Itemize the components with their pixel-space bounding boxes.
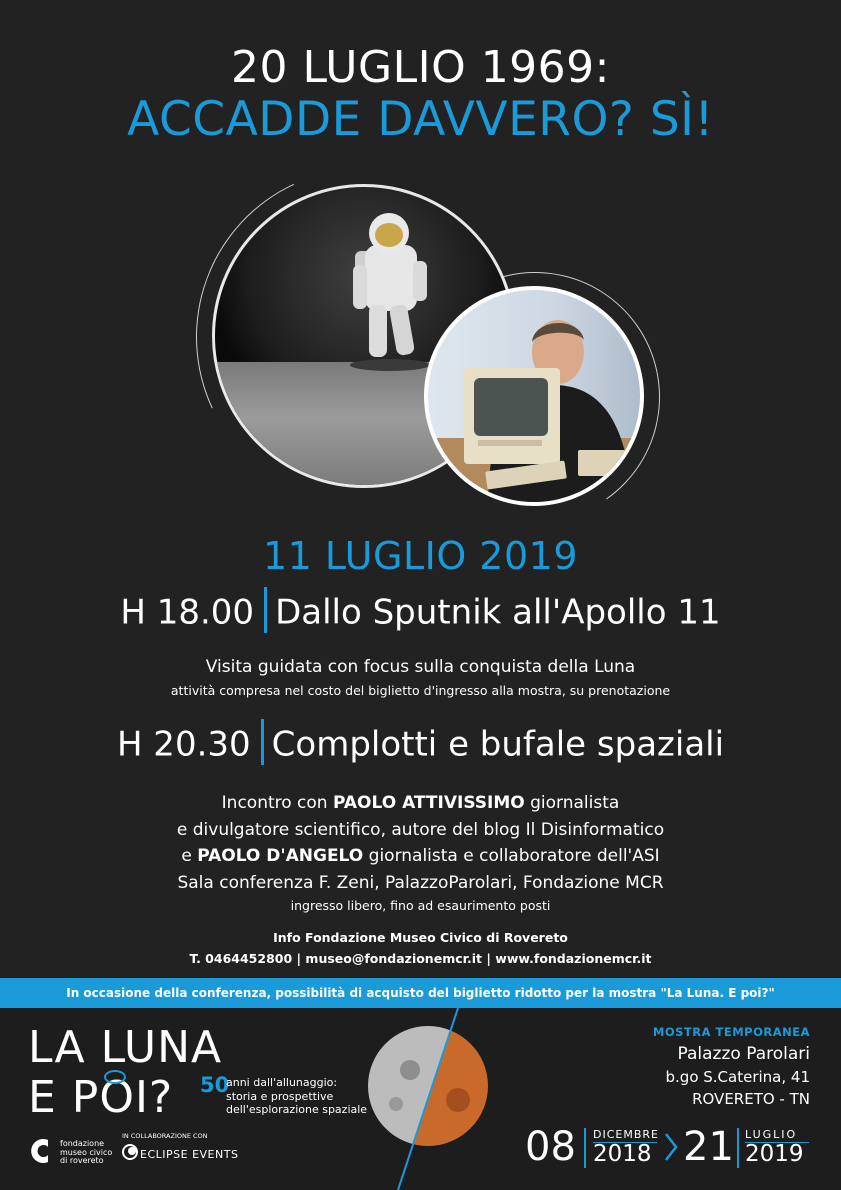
event-1-heading xyxy=(0,591,841,637)
event-2-heading xyxy=(0,723,841,769)
exhibition-subtitle: anni dall'allunaggio: storia e prospettive dell'esplorazione spaziale xyxy=(226,1076,368,1116)
event-date: 11 LUGLIO 2019 xyxy=(262,534,579,578)
person-with-computer-icon xyxy=(428,290,644,506)
moon-mars-icon xyxy=(362,1008,492,1190)
end-day: 21 xyxy=(683,1124,734,1170)
date-divider xyxy=(737,1128,739,1168)
chevron-right-icon xyxy=(664,1132,678,1162)
venue-address: b.go S.Caterina, 41 xyxy=(665,1068,810,1086)
title-line-2: ACCADDE DAVVERO? SÌ! xyxy=(127,92,714,147)
exhibition-type: MOSTRA TEMPORANEA xyxy=(652,1025,810,1039)
venue-city: ROVERETO - TN xyxy=(692,1090,810,1108)
desc-line-4: Sala conferenza F. Zeni, PalazzoParolari, Fondazione MCR xyxy=(177,872,664,893)
venue-name: Palazzo Parolari xyxy=(677,1044,810,1064)
event-1-description: Visita guidata con focus sulla conquista della Luna xyxy=(205,657,636,677)
end-year: 2019 xyxy=(745,1141,804,1167)
title-line-1: 20 LUGLIO 1969: xyxy=(230,42,610,93)
divider xyxy=(264,587,267,633)
desc-line-1: Incontro con PAOLO ATTIVISSIMO giornalista xyxy=(221,793,620,813)
info-title: Info Fondazione Museo Civico di Rovereto xyxy=(273,930,568,945)
event-2-description xyxy=(0,790,841,896)
start-month: DICEMBRE xyxy=(593,1128,659,1141)
info-contacts: T. 0464452800 | museo@fondazionemcr.it | www.fondazionemcr.it xyxy=(189,951,652,966)
exhibition-logo-line-1: LA LUNA xyxy=(28,1022,223,1073)
start-day: 08 xyxy=(525,1124,576,1170)
divider xyxy=(261,719,264,765)
speaker-2-name: PAOLO D'ANGELO xyxy=(197,846,364,866)
event-2-note: ingresso libero, fino ad esaurimento posti xyxy=(290,898,551,913)
event-1-time: H 18.00 xyxy=(120,592,255,633)
fondazione-logo-icon xyxy=(30,1136,56,1166)
eclipse-events-logo: ECLIPSE EVENTS xyxy=(140,1148,239,1161)
speaker-1-name: PAOLO ATTIVISSIMO xyxy=(332,793,525,813)
collaboration-label: IN COLLABORAZIONE CON xyxy=(122,1132,208,1140)
event-2-time: H 20.30 xyxy=(116,724,251,765)
desc-line-3: e PAOLO D'ANGELO giornalista e collaboratore dell'ASI xyxy=(181,846,660,866)
fifty-years: 50 xyxy=(200,1073,230,1097)
fondazione-logo-text: fondazione museo civico di rovereto xyxy=(60,1139,113,1165)
speaker-photo xyxy=(424,286,644,506)
event-1-title: Dallo Sputnik all'Apollo 11 xyxy=(275,592,721,633)
exhibition-logo-line-2: E POI? xyxy=(28,1072,174,1123)
orbit-icon xyxy=(104,1070,126,1084)
event-1-note: attività compresa nel costo del biglietto d'ingresso alla mostra, su prenotazione xyxy=(170,683,671,698)
eclipse-logo-icon xyxy=(122,1144,138,1160)
start-year: 2018 xyxy=(593,1141,652,1167)
event-2-title: Complotti e bufale spaziali xyxy=(271,724,725,765)
desc-line-2: e divulgatore scientifico, autore del blog Il Disinformatico xyxy=(176,819,665,840)
date-divider xyxy=(584,1128,586,1168)
ticket-banner: In occasione della conferenza, possibilità di acquisto del biglietto ridotto per la mostra "La Luna. E poi?" xyxy=(0,978,841,1008)
end-month: LUGLIO xyxy=(745,1128,798,1141)
